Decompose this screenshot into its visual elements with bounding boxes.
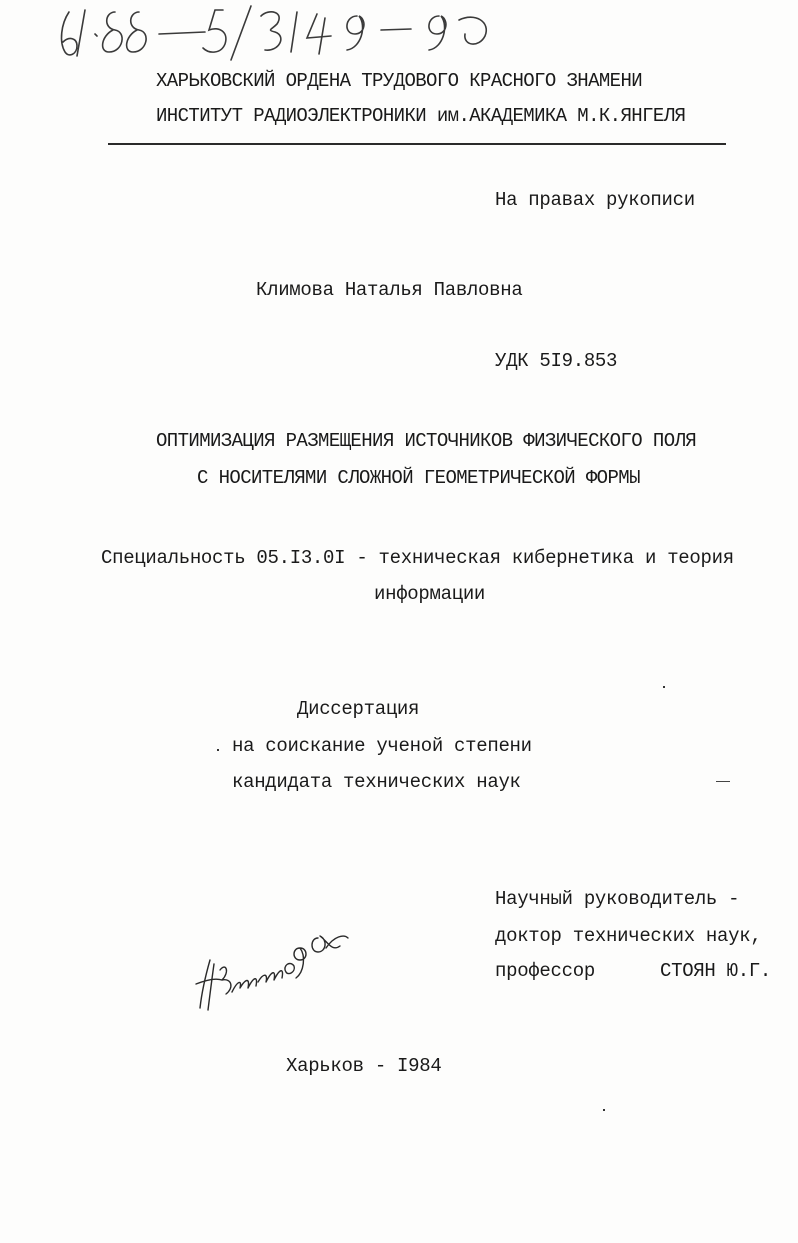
udc-code: УДК 5I9.853 [495,350,618,372]
specialty-line1: Специальность 05.I3.0I - техническая кибернетика и теория [101,547,734,569]
manuscript-note: На правах рукописи [495,189,695,211]
supervisor-label: Научный руководитель - [495,888,740,910]
dissertation-degree-line: на соискание ученой степени [232,735,532,757]
thesis-title-line2: С НОСИТЕЛЯМИ СЛОЖНОЙ ГЕОМЕТРИЧЕСКОЙ ФОРМЫ [197,467,640,489]
author-signature [192,918,362,1018]
dissertation-label: Диссертация [297,698,420,720]
author-name: Климова Наталья Павловна [256,279,523,301]
header-divider [108,143,726,145]
speck-mark [603,1109,605,1111]
speck-mark [663,686,665,688]
supervisor-name: СТОЯН Ю.Г. [660,960,772,982]
supervisor-degree: доктор технических наук, [495,925,762,947]
handwritten-code [55,2,505,64]
specialty-line2: информации [374,583,486,605]
thesis-title-line1: ОПТИМИЗАЦИЯ РАЗМЕЩЕНИЯ ИСТОЧНИКОВ ФИЗИЧЕСКОГО ПОЛЯ [156,430,697,452]
dissertation-field-line: кандидата технических наук [232,771,521,793]
institute-name-line2: ИНСТИТУТ РАДИОЭЛЕКТРОНИКИ им.АКАДЕМИКА М.К.ЯНГЕЛЯ [156,105,686,127]
speck-mark [217,749,219,751]
supervisor-title: профессор [495,960,595,982]
stray-dash-mark [716,781,730,782]
place-and-year: Харьков - I984 [286,1055,442,1077]
institute-name-line1: ХАРЬКОВСКИЙ ОРДЕНА ТРУДОВОГО КРАСНОГО ЗНАМЕНИ [156,70,643,92]
